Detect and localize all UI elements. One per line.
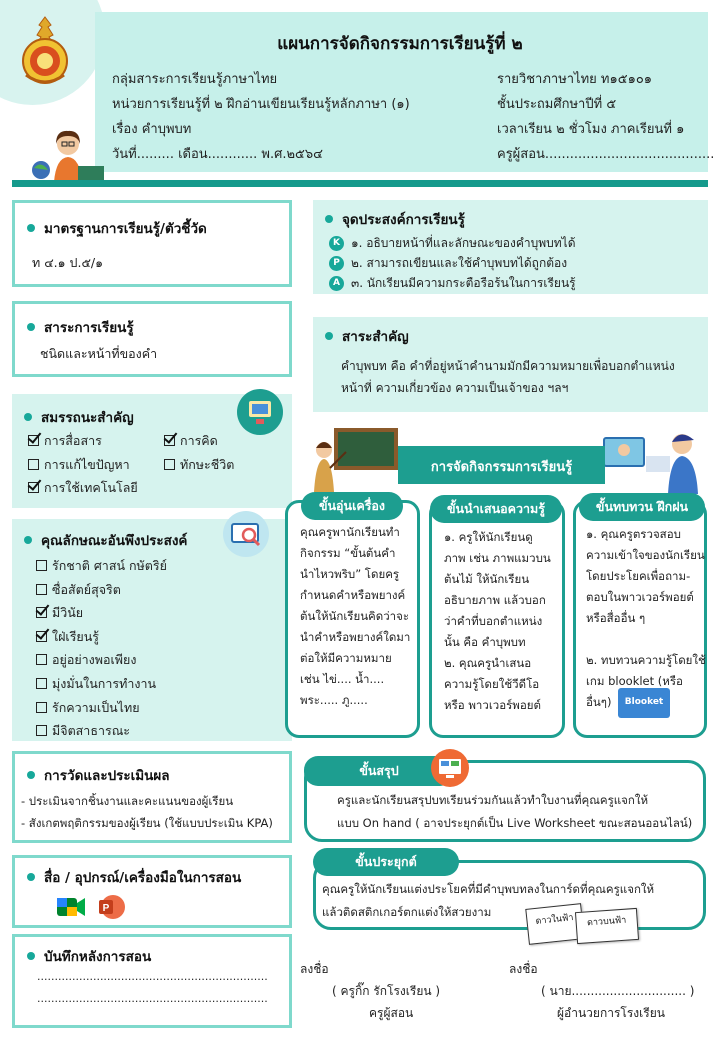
stage-text-line: หรือสื่ออื่น ๆ (586, 611, 646, 625)
objective-item: K ๑. อธิบายหน้าที่และลักษณะของคำบุพบทได้ (329, 234, 575, 253)
svg-text:P: P (102, 903, 110, 914)
apply-stage-title: ขั้นประยุกต์ (313, 848, 459, 876)
standards-box (12, 200, 292, 287)
presentation-icon (236, 388, 284, 436)
warmup-stage-text (300, 522, 415, 711)
date-line: วันที่......... เดือน............ พ.ศ.๒๕๖๔ (112, 147, 323, 162)
subject-group: กลุ่มสาระการเรียนรู้ภาษาไทย (112, 72, 278, 87)
bullet-icon (27, 873, 35, 881)
stage-text-line: ๒. คุณครูนำเสนอ (444, 656, 532, 670)
checkbox-icon (36, 560, 47, 571)
notes-line[interactable]: .................................................................. (37, 992, 268, 1005)
k-badge-icon: K (329, 236, 344, 251)
bullet-icon (325, 332, 333, 340)
stage-text-line: นั้น คือ คำบุพบท (444, 635, 526, 649)
left-sign-role: ครูผู้สอน (369, 1006, 414, 1020)
apply-line: แล้วติดสติกเกอร์ตกแต่งให้สวยงาม (322, 905, 492, 919)
google-meet-icon (57, 895, 85, 919)
left-sign-label: ลงชื่อ (300, 962, 329, 976)
checkbox-icon (36, 678, 47, 689)
objective-item: A ๓. นักเรียนมีความกระตือรือร้นในการเรียนรู้ (329, 274, 576, 293)
online-class-icon (430, 748, 470, 788)
notes-title: บันทึกหลังการสอน (27, 945, 151, 967)
attribute-item[interactable]: อยู่อย่างพอเพียง (36, 650, 136, 670)
a-badge-icon: A (329, 276, 344, 291)
attribute-item[interactable]: มีจิตสาธารณะ (36, 721, 130, 741)
school-emblem-logo (18, 15, 72, 87)
student-computer-illustration (600, 426, 706, 494)
attribute-item[interactable]: รักชาติ ศาสน์ กษัตริย์ (36, 556, 167, 576)
standards-text: ท ๔.๑ ป.๕/๑ (32, 255, 104, 270)
stage-text-line: ว่าคำที่บอกตำแหน่ง (444, 614, 543, 628)
topic: เรื่อง คำบุพบท (112, 122, 192, 137)
objective-item: P ๒. สามารถเขียนและใช้คำบุพบทได้ถูกต้อง (329, 254, 567, 273)
summary-stage-title: ขั้นสรุป (304, 756, 454, 786)
evaluation-title: การวัดและประเมินผล (27, 764, 170, 786)
grade-level: ชั้นประถมศึกษาปีที่ ๕ (497, 97, 617, 112)
stage-text-line: ความเข้าใจของนักเรียน (586, 548, 705, 562)
page-title: แผนการจัดกิจกรรมการเรียนรู้ที่ ๒ (277, 34, 523, 54)
stage-text-line: เกม blooklet (หรือ (586, 674, 683, 688)
checkbox-icon (36, 584, 47, 595)
header-divider-bar (12, 180, 708, 187)
activities-title: การจัดกิจกรรมการเรียนรู้ (430, 460, 573, 475)
attributes-title: คุณลักษณะอันพึงประสงค์ (24, 529, 187, 551)
stage-text-line: กิจกรรม “ขั้นต้นคำ (300, 546, 396, 560)
competency-item[interactable]: การสื่อสาร (28, 431, 102, 451)
checked-checkbox-icon (36, 631, 47, 642)
attribute-item[interactable]: รักความเป็นไทย (36, 698, 140, 718)
right-sign-label: ลงชื่อ (509, 962, 538, 976)
warmup-stage-title: ขั้นอุ่นเครื่อง (301, 492, 403, 520)
stage-text-line: นำไหวพริบ” โดยครู (300, 567, 400, 581)
unit-name: หน่วยการเรียนรู้ที่ ๒ ฝึกอ่านเขียนเรียนรู้หลักภาษา (๑) (112, 97, 410, 112)
class-time: เวลาเรียน ๒ ชั่วโมง ภาคเรียนที่ ๑ (497, 122, 685, 137)
stage-text-line: อื่นๆ) (586, 695, 612, 709)
evaluation-line: - ประเมินจากชิ้นงานและคะแนนของผู้เรียน (21, 794, 234, 808)
stage-text-line: โดยประโยคเพื่อถาม- (586, 569, 691, 583)
checkbox-icon (28, 459, 39, 470)
competency-item[interactable]: การแก้ไขปัญหา (28, 455, 130, 475)
content-box (12, 301, 292, 377)
checkbox-icon (36, 725, 47, 736)
competency-item[interactable]: ทักษะชีวิต (164, 455, 234, 475)
teacher-line: ครูผู้สอน......................................... (497, 147, 715, 162)
objectives-title: จุดประสงค์การเรียนรู้ (325, 208, 465, 230)
competency-title: สมรรถนะสำคัญ (24, 406, 134, 428)
present-stage-title: ขั้นนำเสนอความรู้ (430, 495, 562, 523)
bullet-icon (24, 413, 32, 421)
p-badge-icon: P (329, 256, 344, 271)
apply-line: คุณครูให้นักเรียนแต่งประโยคที่มีคำบุพบทลงในการ์ดที่คุณครูแจกให้ (322, 882, 655, 896)
sentence-card: ดาวในฟ้า (525, 903, 584, 945)
checked-checkbox-icon (36, 607, 47, 618)
blooket-logo: Blooket (618, 688, 670, 718)
stage-text-line: ๑. ครูให้นักเรียนดู (444, 530, 533, 544)
key-concept-line: คำบุพบท คือ คำที่อยู่หน้าคำนามมักมีความหมายเพื่อบอกตำแหน่ง (341, 359, 675, 373)
checked-checkbox-icon (28, 435, 39, 446)
course-code: รายวิชาภาษาไทย ท๑๕๑๐๑ (497, 72, 653, 87)
right-sign-name: ( นาย.............................. ) (541, 984, 695, 998)
checked-checkbox-icon (28, 482, 39, 493)
evaluation-box (12, 751, 292, 843)
stage-text-line: หรือ พาวเวอร์พอยต์ (444, 698, 541, 712)
checkbox-icon (36, 654, 47, 665)
right-sign-role: ผู้อำนวยการโรงเรียน (557, 1006, 665, 1020)
checkbox-icon (36, 702, 47, 713)
present-stage-text (444, 527, 559, 716)
stage-text-line: เช่น ไข่.... น้ำ.... (300, 672, 385, 686)
teacher-blackboard-illustration (306, 424, 398, 494)
bullet-icon (27, 952, 35, 960)
summary-line: แบบ On hand ( อาจประยุกต์เป็น Live Worksheet ขณะสอนออนไลน์) (337, 816, 693, 830)
stage-text-line: ต่อให้มีความหมาย (300, 651, 392, 665)
stage-text-line: ๒. ทบทวนความรู้โดยใช้ (586, 653, 706, 667)
standards-title: มาตรฐานการเรียนรู้/ตัวชี้วัด (27, 217, 207, 239)
evaluation-line: - สังเกตพฤติกรรมของผู้เรียน (ใช้แบบประเมิน KPA) (21, 816, 273, 830)
notes-line[interactable]: .................................................................. (37, 970, 268, 983)
attribute-item[interactable]: มุ่งมั่นในการทำงาน (36, 674, 156, 694)
media-title: สื่อ / อุปกรณ์/เครื่องมือในการสอน (27, 866, 241, 888)
stage-text-line (586, 629, 704, 650)
stage-text-line: ต้นให้นักเรียนคิดว่าจะ (300, 609, 410, 623)
sentence-card: ดาวบนฟ้า (575, 908, 639, 944)
attribute-item[interactable]: ใฝ่เรียนรู้ (36, 627, 99, 647)
magnifier-laptop-icon (222, 510, 270, 558)
media-box (12, 855, 292, 928)
checkbox-icon (164, 459, 175, 470)
objectives-box (313, 200, 708, 294)
review-stage-text (586, 524, 704, 713)
stage-text-line: ๑. คุณครูตรวจสอบ (586, 527, 681, 541)
bullet-icon (24, 536, 32, 544)
summary-line: ครูและนักเรียนสรุปบทเรียนร่วมกันแล้วทำใบงานที่คุณครูแจกให้ (337, 793, 649, 807)
key-concept-line: หน้าที่ ความเกี่ยวข้อง ความเป็นเจ้าของ ฯลฯ (341, 381, 569, 395)
bullet-icon (27, 224, 35, 232)
key-concept-title: สาระสำคัญ (325, 325, 409, 347)
bullet-icon (27, 771, 35, 779)
stage-text-line: อธิบายภาพ แล้วบอก (444, 593, 546, 607)
bullet-icon (27, 323, 35, 331)
checked-checkbox-icon (164, 435, 175, 446)
key-concept-box (313, 317, 708, 412)
attribute-item[interactable]: ซื่อสัตย์สุจริต (36, 580, 121, 600)
stage-text-line: กำหนดคำหรือพยางค์ (300, 588, 406, 602)
teacher-illustration (28, 130, 108, 182)
stage-text-line: คุณครูพานักเรียนทำ (300, 525, 400, 539)
stage-text-line: พระ..... ภู..... (300, 693, 368, 707)
stage-text-line: นำคำหรือพยางค์ใดมา (300, 630, 411, 644)
content-text: ชนิดและหน้าที่ของคำ (40, 346, 158, 361)
attribute-item[interactable]: มีวินัย (36, 603, 83, 623)
competency-item[interactable]: การใช้เทคโนโลยี (28, 478, 138, 498)
stage-text-line: ตอบในพาวเวอร์พอยต์ (586, 590, 694, 604)
review-stage-title: ขั้นทบทวน ฝึกฝน (579, 493, 705, 521)
activities-banner (398, 446, 605, 484)
powerpoint-icon (97, 893, 125, 921)
stage-text-line: ความรู้โดยใช้วีดีโอ (444, 677, 540, 691)
stage-text-line: ต้นไม้ ให้นักเรียน (444, 572, 530, 586)
bullet-icon (325, 215, 333, 223)
content-title: สาระการเรียนรู้ (27, 316, 134, 338)
competency-item[interactable]: การคิด (164, 431, 218, 451)
left-sign-name: ( ครูกิ๊ก รักโรงเรียน ) (332, 984, 441, 998)
stage-text-line: ภาพ เช่น ภาพแมวบน (444, 551, 551, 565)
notes-box (12, 934, 292, 1028)
